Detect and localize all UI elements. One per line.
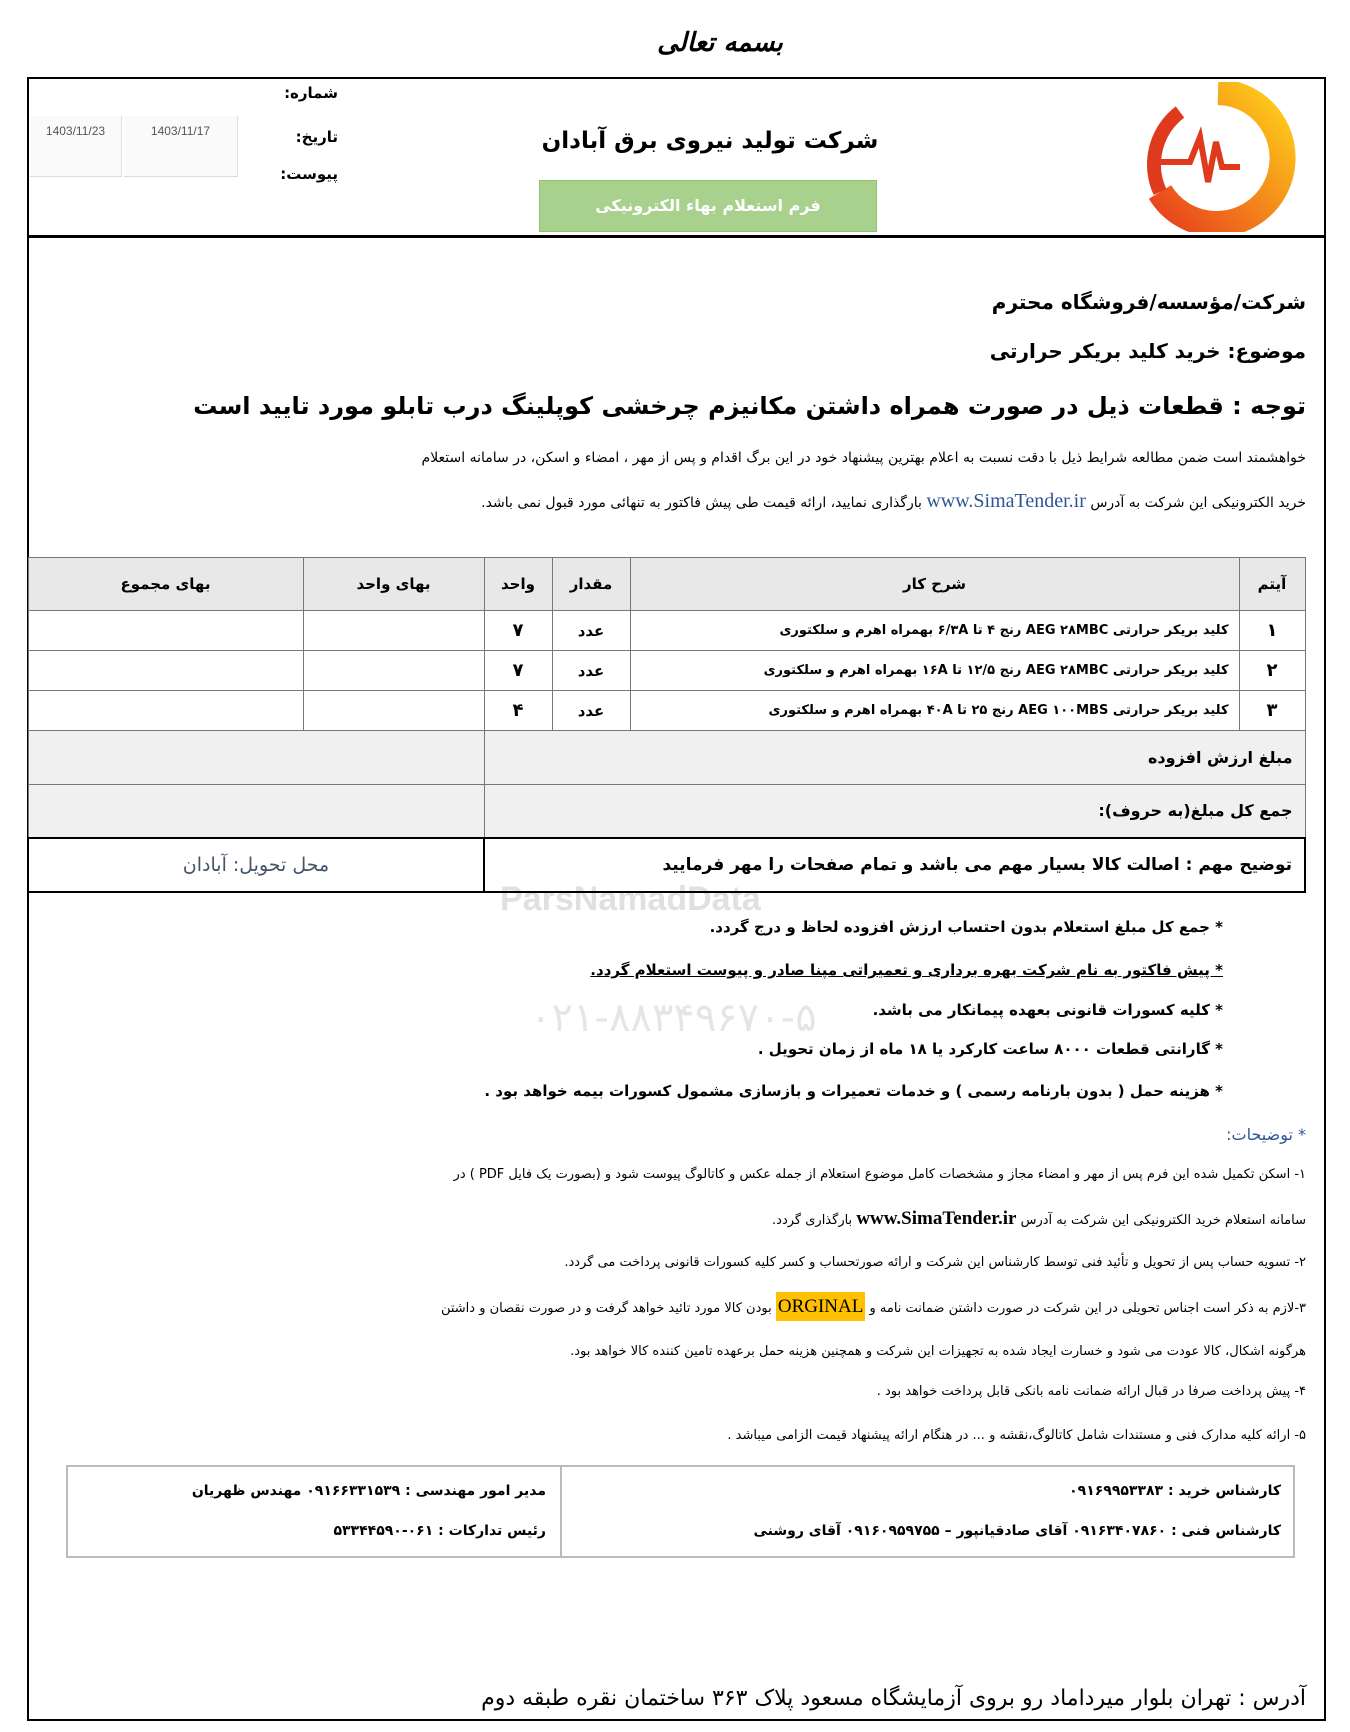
note-text: بارگذاری گردد. <box>772 1213 853 1228</box>
header-total-price: بهای مجموع <box>28 558 303 611</box>
item-number: ۱ <box>1239 611 1305 651</box>
header-unit-price: بهای واحد <box>303 558 484 611</box>
item-quantity: ۴ <box>484 691 552 731</box>
condition-bullet: * جمع کل مبلغ استعلام بدون احتساب ارزش افزوده لحاظ و درج گردد. <box>709 918 1223 936</box>
bismillah: بسمه تعالی <box>657 28 783 58</box>
condition-bullet: * پیش فاکتور به نام شرکت بهره برداری و تعمیراتی مپنا صادر و پیوست استعلام گردد. <box>590 961 1223 979</box>
company-logo-icon <box>1140 82 1296 236</box>
item-unit: عدد <box>552 651 630 691</box>
table-row <box>28 651 1305 691</box>
total-words-value[interactable] <box>28 785 484 838</box>
original-highlight: ORGINAL <box>776 1292 866 1321</box>
note-text: سامانه استعلام خرید الکترونیکی این شرکت به آدرس <box>1020 1213 1306 1228</box>
procurement-contact: رئیس تدارکات : ۰۶۱-۵۳۳۴۴۵۹۰ <box>333 1523 546 1539</box>
technical-contact: کارشناس فنی : ۰۹۱۶۳۴۰۷۸۶۰ آقای صادقیانپور – ۰۹۱۶۰۹۵۹۷۵۵ آقای روشنی <box>753 1523 1281 1539</box>
address: آدرس : تهران بلوار میرداماد رو بروی آزمایشگاه مسعود پلاک ۳۶۳ ساختمان نقره طبقه دوم <box>481 1686 1306 1711</box>
header-quantity: مقدار <box>552 558 630 611</box>
note-5: ۵- ارائه کلیه مدارک فنی و مستندات شامل کاتالوگ،نقشه و ... در هنگام ارائه پیشنهاد قیمت الزامی میباشد . <box>727 1428 1306 1443</box>
engineering-contact: مدیر امور مهندسی : ۰۹۱۶۶۳۳۱۵۳۹ مهندس ظهریان <box>191 1483 546 1499</box>
contacts-divider <box>560 1467 562 1556</box>
header-divider <box>27 235 1326 238</box>
notice: توجه : قطعات ذیل در صورت همراه داشتن مکانیزم چرخشی کوپلینگ درب تابلو مورد تایید است <box>193 392 1306 420</box>
condition-bullet: * گارانتی قطعات ۸۰۰۰ ساعت کارکرد یا ۱۸ ماه از زمان تحویل . <box>757 1040 1223 1058</box>
header-unit: واحد <box>484 558 552 611</box>
item-quantity: ۷ <box>484 611 552 651</box>
unit-price-cell[interactable] <box>303 651 484 691</box>
watermark-phone: ۰۲۱-۸۸۳۴۹۶۷۰-۵ <box>530 995 817 1041</box>
item-number: ۳ <box>1239 691 1305 731</box>
total-price-cell[interactable] <box>28 691 303 731</box>
table-row <box>28 691 1305 731</box>
item-description: کلید بریکر حرارتی AEG ۲۸MBC رنج ۱۲/۵ تا ۱۶A بهمراه اهرم و سلکتوری <box>630 651 1239 691</box>
total-words-label: جمع کل مبلغ(به حروف): <box>484 785 1305 838</box>
condition-bullet: * هزینه حمل ( بدون بارنامه رسمی ) و خدمات تعمیرات و بازسازی مشمول کسورات بیمه خواهد بود . <box>484 1082 1223 1100</box>
header-item: آیتم <box>1239 558 1305 611</box>
attachment-label: پیوست: <box>280 165 338 183</box>
note-4: ۴- پیش پرداخت صرفا در قبال ارائه ضمانت نامه بانکی قابل پرداخت خواهد بود . <box>876 1384 1306 1399</box>
item-description: کلید بریکر حرارتی AEG ۲۸MBC رنج ۴ تا ۶/۳A بهمراه اهرم و سلکتوری <box>630 611 1239 651</box>
note-1-line1: ۱- اسکن تکمیل شده این فرم پس از مهر و امضاء مجاز و مشخصات کامل موضوع استعلام از جمله عکس و کاتالوگ پیوست شود و (بصورت یک فایل PDF ) در <box>453 1167 1306 1182</box>
vat-row <box>28 731 1305 785</box>
vat-label: مبلغ ارزش افزوده <box>484 731 1305 785</box>
item-unit: عدد <box>552 691 630 731</box>
total-words-row <box>28 785 1305 838</box>
unit-price-cell[interactable] <box>303 691 484 731</box>
form-title-badge: فرم استعلام بهاء الکترونیکی <box>539 180 877 232</box>
intro-paragraph-line1: خواهشمند است ضمن مطالعه شرایط ذیل با دقت نسبت به اعلام بهترین پیشنهاد خود در این برگ اقدام و پس از مهر ، امضاء و اسکن، در سامانه استعلام <box>421 450 1306 466</box>
important-note: توضیح مهم : اصالت کالا بسیار مهم می باشد و تمام صفحات را مهر فرمایید <box>484 838 1305 892</box>
note-3-line2: هرگونه اشکال، کالا عودت می شود و خسارت ایجاد شده به تجهیزات این شرکت و همچنین هزینه حمل برعهده تامین کننده کالا خواهد بود. <box>570 1344 1306 1359</box>
item-description: کلید بریکر حرارتی AEG ۱۰۰MBS رنج ۲۵ تا ۴۰A بهمراه اهرم و سلکتوری <box>630 691 1239 731</box>
salutation: شرکت/مؤسسه/فروشگاه محترم <box>991 290 1306 314</box>
item-number: ۲ <box>1239 651 1305 691</box>
condition-bullet: * کلیه کسورات قانونی بعهده پیمانکار می باشد. <box>872 1001 1223 1019</box>
total-price-cell[interactable] <box>28 611 303 651</box>
intro-paragraph-line2 <box>34 490 1306 513</box>
total-price-cell[interactable] <box>28 651 303 691</box>
simatender-link[interactable]: www.SimaTender.ir <box>926 490 1086 512</box>
note-2: ۲- تسویه حساب پس از تحویل و تأئید فنی توسط کارشناس این شرکت و ارائه صورتحساب و کسر کلیه کسورات قانونی پرداخت می گردد. <box>564 1255 1306 1270</box>
notes-heading: * توضیحات: <box>1226 1125 1306 1144</box>
header-description: شرح کار <box>630 558 1239 611</box>
date-label: تاریخ: <box>295 128 338 146</box>
table-row <box>28 611 1305 651</box>
intro-text: خرید الکترونیکی این شرکت به آدرس <box>1090 495 1306 511</box>
item-quantity: ۷ <box>484 651 552 691</box>
watermark: ParsNamadData <box>500 880 761 918</box>
note-text: بودن کالا مورد تائید خواهد گرفت و در صورت نقصان و داشتن <box>440 1301 772 1316</box>
intro-text: بارگذاری نمایید، ارائه قیمت طی پیش فاکتور به تنهائی مورد قبول نمی باشد. <box>481 495 922 511</box>
date-cell: 1403/11/17 <box>124 116 238 177</box>
items-table <box>27 557 1306 893</box>
buyer-contact: کارشناس خرید : ۰۹۱۶۹۹۵۳۳۸۳ <box>1069 1483 1281 1499</box>
date-cell: 1403/11/23 <box>30 116 122 177</box>
note-text: ۳-لازم به ذکر است اجناس تحویلی در این شرکت در صورت داشتن ضمانت نامه و <box>869 1301 1306 1316</box>
item-unit: عدد <box>552 611 630 651</box>
note-1-line2 <box>34 1208 1306 1230</box>
unit-price-cell[interactable] <box>303 611 484 651</box>
delivery-location: محل تحویل: آبادان <box>28 838 484 892</box>
table-header-row <box>28 558 1305 611</box>
contacts-box <box>66 1465 1295 1558</box>
company-title: شرکت تولید نیروی برق آبادان <box>541 128 879 154</box>
simatender-link[interactable]: www.SimaTender.ir <box>856 1208 1017 1229</box>
number-label: شماره: <box>284 84 338 102</box>
subject: موضوع: خرید کلید بریکر حرارتی <box>989 339 1306 363</box>
vat-value[interactable] <box>28 731 484 785</box>
note-3-line1 <box>34 1296 1306 1318</box>
